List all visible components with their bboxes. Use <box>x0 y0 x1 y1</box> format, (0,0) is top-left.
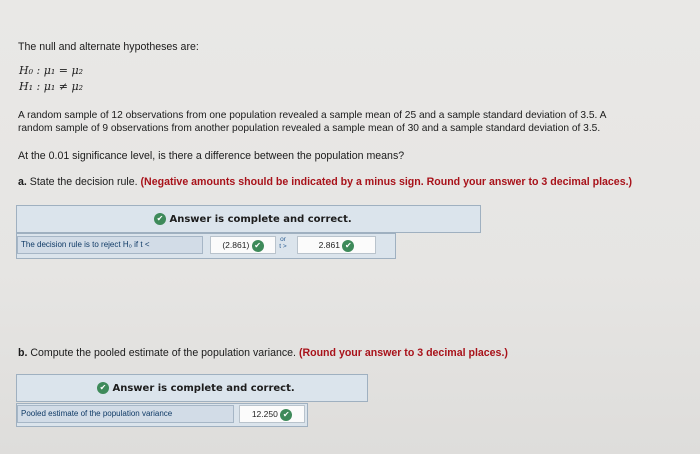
part-b-prompt <box>18 347 508 360</box>
check-icon: ✔ <box>97 382 109 394</box>
check-icon: ✔ <box>342 240 354 252</box>
part-b-banner-text: Answer is complete and correct. <box>112 383 295 394</box>
lower-critical-value-field[interactable] <box>210 236 276 254</box>
upper-critical-value: 2.861 <box>318 240 340 250</box>
intro-text: The null and alternate hypotheses are: <box>18 41 199 53</box>
check-icon: ✔ <box>154 213 166 225</box>
part-a-banner-label <box>154 213 352 225</box>
check-icon: ✔ <box>252 240 264 252</box>
part-b-banner-label <box>97 382 295 394</box>
part-a-prefix: a. <box>18 176 27 188</box>
problem-line-1: A random sample of 12 observations from one population revealed a sample mean of 25 and a sample standard deviation of 3.5. A <box>18 110 607 121</box>
check-icon: ✔ <box>280 409 292 421</box>
part-b-note: (Round your answer to 3 decimal places.) <box>298 347 508 359</box>
part-a-text: State the decision rule. <box>29 176 138 188</box>
upper-critical-value-field[interactable] <box>297 236 376 254</box>
question-text: At the 0.01 significance level, is there a difference between the population means? <box>18 150 405 162</box>
part-a-prompt <box>18 176 632 189</box>
pooled-variance-value: 12.250 <box>251 409 278 419</box>
lower-critical-value: (2.861) <box>222 240 250 250</box>
null-hypothesis: H₀ : μ₁ = μ₂ <box>19 64 84 77</box>
t-greater-text: t > <box>279 243 287 250</box>
pooled-variance-label: Pooled estimate of the population variance <box>17 405 234 423</box>
alternate-hypothesis: H₁ : μ₁ ≠ μ₂ <box>19 80 84 93</box>
part-a-answer-banner <box>16 205 481 233</box>
part-a-note: (Negative amounts should be indicated by a minus sign. Round your answer to 3 decimal places.) <box>140 176 633 188</box>
problem-line-2: random sample of 9 observations from another population revealed a sample mean of 30 and a sample standard deviation of 3.5. <box>18 123 601 134</box>
part-b-text: Compute the pooled estimate of the population variance. <box>30 347 296 359</box>
pooled-variance-field[interactable] <box>239 405 305 423</box>
part-b-answer-banner <box>16 374 368 402</box>
decision-rule-label: The decision rule is to reject H₀ if t < <box>17 236 203 254</box>
part-b-prefix: b. <box>18 347 28 359</box>
part-a-banner-text: Answer is complete and correct. <box>169 214 352 225</box>
or-connector <box>277 236 289 250</box>
or-text: or <box>280 236 286 243</box>
